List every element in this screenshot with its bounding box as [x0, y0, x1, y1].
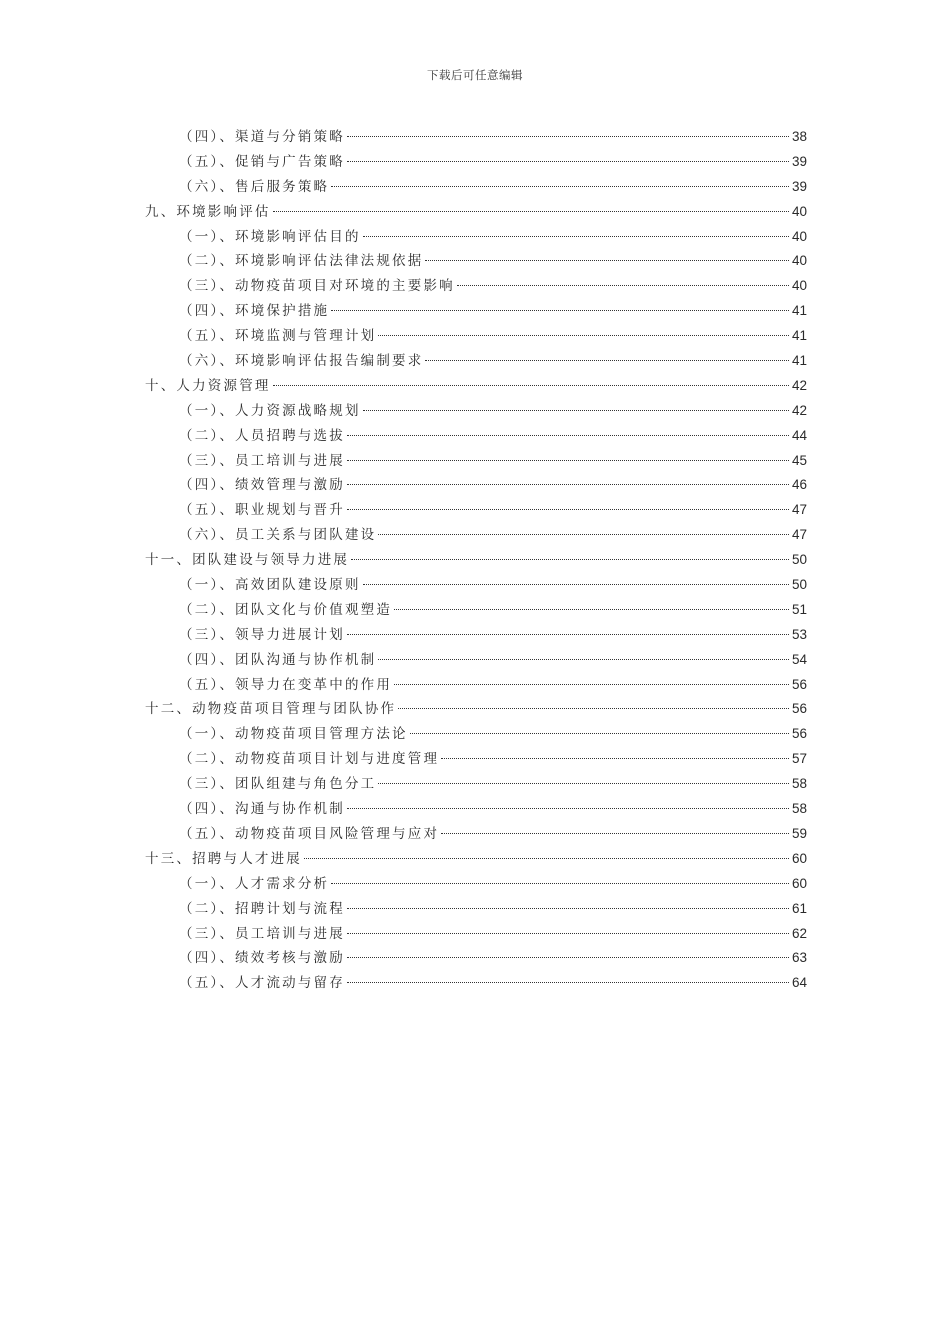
toc-page-number: 42 [791, 377, 807, 393]
toc-page-number: 57 [791, 751, 807, 767]
toc-section-entry[interactable] [145, 349, 807, 374]
toc-section-entry[interactable] [145, 225, 807, 250]
toc-entry-title: （三）、员工培训与进展 [179, 452, 345, 469]
toc-entry-title: （四）、绩效管理与激励 [179, 477, 345, 494]
toc-section-entry[interactable] [145, 623, 807, 648]
toc-section-entry[interactable] [145, 722, 807, 747]
toc-entry-title: （四）、团队沟通与协作机制 [179, 651, 377, 668]
toc-dot-leader [304, 858, 789, 859]
toc-chapter-entry[interactable] [145, 200, 807, 225]
toc-section-entry[interactable] [145, 473, 807, 498]
toc-entry-title: 十三、招聘与人才进展 [145, 850, 302, 867]
toc-section-entry[interactable] [145, 175, 807, 200]
toc-dot-leader [351, 559, 789, 560]
toc-section-entry[interactable] [145, 399, 807, 424]
toc-page-number: 50 [791, 577, 807, 593]
toc-section-entry[interactable] [145, 797, 807, 822]
toc-entry-title: （二）、动物疫苗项目计划与进度管理 [179, 751, 440, 768]
toc-dot-leader [441, 833, 789, 834]
toc-dot-leader [425, 360, 789, 361]
toc-entry-title: （一）、人才需求分析 [179, 875, 330, 892]
toc-page-number: 56 [791, 726, 807, 742]
toc-dot-leader [410, 733, 789, 734]
toc-entry-title: （三）、领导力进展计划 [179, 626, 345, 643]
toc-page-number: 56 [791, 701, 807, 717]
toc-dot-leader [363, 584, 789, 585]
toc-entry-title: （五）、动物疫苗项目风险管理与应对 [179, 825, 440, 842]
toc-entry-title: （四）、环境保护措施 [179, 303, 330, 320]
table-of-contents [145, 125, 807, 996]
toc-section-entry[interactable] [145, 299, 807, 324]
toc-section-entry[interactable] [145, 125, 807, 150]
toc-section-entry[interactable] [145, 523, 807, 548]
toc-page-number: 63 [791, 950, 807, 966]
toc-entry-title: （一）、环境影响评估目的 [179, 228, 361, 245]
toc-page-number: 41 [791, 303, 807, 319]
toc-dot-leader [347, 908, 789, 909]
toc-page-number: 59 [791, 825, 807, 841]
toc-section-entry[interactable] [145, 897, 807, 922]
toc-entry-title: （一）、人力资源战略规划 [179, 402, 361, 419]
toc-entry-title: （五）、领导力在变革中的作用 [179, 676, 393, 693]
toc-page-number: 50 [791, 552, 807, 568]
toc-dot-leader [378, 659, 789, 660]
toc-dot-leader [273, 385, 789, 386]
toc-page-number: 40 [791, 253, 807, 269]
toc-entry-title: （三）、团队组建与角色分工 [179, 776, 377, 793]
toc-entry-title: 十二、动物疫苗项目管理与团队协作 [145, 701, 397, 718]
toc-dot-leader [331, 310, 789, 311]
toc-section-entry[interactable] [145, 971, 807, 996]
toc-dot-leader [273, 211, 789, 212]
toc-section-entry[interactable] [145, 150, 807, 175]
toc-page-number: 41 [791, 328, 807, 344]
toc-section-entry[interactable] [145, 922, 807, 947]
toc-entry-title: （一）、动物疫苗项目管理方法论 [179, 726, 408, 743]
toc-page-number: 56 [791, 676, 807, 692]
toc-page-number: 62 [791, 925, 807, 941]
toc-page-number: 39 [791, 153, 807, 169]
toc-dot-leader [331, 186, 789, 187]
toc-entry-title: （四）、沟通与协作机制 [179, 801, 345, 818]
toc-page-number: 60 [791, 850, 807, 866]
toc-entry-title: （二）、团队文化与价值观塑造 [179, 601, 393, 618]
toc-page-number: 40 [791, 203, 807, 219]
toc-page-number: 45 [791, 452, 807, 468]
toc-section-entry[interactable] [145, 324, 807, 349]
toc-dot-leader [441, 758, 789, 759]
toc-dot-leader [347, 509, 789, 510]
toc-entry-title: 十一、团队建设与领导力进展 [145, 552, 350, 569]
toc-entry-title: （五）、人才流动与留存 [179, 975, 345, 992]
toc-dot-leader [347, 933, 789, 934]
toc-dot-leader [394, 684, 789, 685]
toc-page-number: 47 [791, 502, 807, 518]
toc-section-entry[interactable] [145, 673, 807, 698]
toc-section-entry[interactable] [145, 747, 807, 772]
toc-entry-title: （二）、人员招聘与选拔 [179, 427, 345, 444]
toc-dot-leader [398, 708, 789, 709]
toc-dot-leader [378, 783, 789, 784]
toc-section-entry[interactable] [145, 946, 807, 971]
toc-page-number: 51 [791, 601, 807, 617]
toc-dot-leader [363, 236, 789, 237]
toc-section-entry[interactable] [145, 648, 807, 673]
toc-entry-title: （一）、高效团队建设原则 [179, 577, 361, 594]
toc-dot-leader [347, 957, 789, 958]
toc-dot-leader [394, 609, 789, 610]
toc-entry-title: （四）、渠道与分销策略 [179, 129, 345, 145]
toc-entry-title: （六）、环境影响评估报告编制要求 [179, 353, 424, 370]
toc-dot-leader [347, 634, 789, 635]
toc-dot-leader [363, 410, 789, 411]
toc-dot-leader [378, 335, 789, 336]
toc-page-number: 58 [791, 776, 807, 792]
toc-page-number: 54 [791, 651, 807, 667]
toc-dot-leader [347, 136, 789, 137]
toc-dot-leader [331, 883, 789, 884]
toc-page-number: 39 [791, 178, 807, 194]
toc-dot-leader [347, 435, 789, 436]
toc-entry-title: 十、人力资源管理 [145, 377, 271, 394]
toc-page-number: 61 [791, 900, 807, 916]
toc-dot-leader [378, 534, 789, 535]
toc-dot-leader [347, 161, 789, 162]
toc-page-number: 40 [791, 228, 807, 244]
toc-entry-title: 九、环境影响评估 [145, 203, 271, 220]
toc-chapter-entry[interactable] [145, 847, 807, 872]
toc-page-number: 40 [791, 278, 807, 294]
toc-page-number: 60 [791, 875, 807, 891]
toc-entry-title: （三）、动物疫苗项目对环境的主要影响 [179, 278, 455, 295]
toc-dot-leader [347, 460, 789, 461]
toc-section-entry[interactable] [145, 498, 807, 523]
toc-entry-title: （二）、环境影响评估法律法规依据 [179, 253, 424, 270]
toc-entry-title: （五）、促销与广告策略 [179, 153, 345, 170]
toc-chapter-entry[interactable] [145, 374, 807, 399]
toc-entry-title: （六）、售后服务策略 [179, 178, 330, 195]
toc-entry-title: （四）、绩效考核与激励 [179, 950, 345, 967]
toc-page-number: 53 [791, 626, 807, 642]
toc-entry-title: （二）、招聘计划与流程 [179, 900, 345, 917]
toc-entry-title: （五）、职业规划与晋升 [179, 502, 345, 519]
page-header-note: 下载后可任意编辑 [427, 68, 523, 82]
toc-entry-title: （三）、员工培训与进展 [179, 925, 345, 942]
toc-page-number: 41 [791, 353, 807, 369]
toc-page-number: 44 [791, 427, 807, 443]
toc-chapter-entry[interactable] [145, 697, 807, 722]
toc-dot-leader [347, 982, 789, 983]
toc-section-entry[interactable] [145, 573, 807, 598]
toc-dot-leader [347, 808, 789, 809]
toc-page-number: 38 [791, 129, 807, 144]
toc-section-entry[interactable] [145, 449, 807, 474]
toc-section-entry[interactable] [145, 772, 807, 797]
toc-section-entry[interactable] [145, 249, 807, 274]
toc-page-number: 42 [791, 402, 807, 418]
toc-entry-title: （六）、员工关系与团队建设 [179, 527, 377, 544]
toc-section-entry[interactable] [145, 274, 807, 299]
toc-dot-leader [425, 260, 789, 261]
toc-section-entry[interactable] [145, 424, 807, 449]
toc-dot-leader [457, 285, 789, 286]
toc-page-number: 58 [791, 801, 807, 817]
toc-page-number: 46 [791, 477, 807, 493]
toc-section-entry[interactable] [145, 598, 807, 623]
toc-page-number: 64 [791, 975, 807, 991]
toc-page-number: 47 [791, 527, 807, 543]
toc-section-entry[interactable] [145, 822, 807, 847]
toc-chapter-entry[interactable] [145, 548, 807, 573]
toc-entry-title: （五）、环境监测与管理计划 [179, 328, 377, 345]
toc-dot-leader [347, 484, 789, 485]
toc-section-entry[interactable] [145, 872, 807, 897]
